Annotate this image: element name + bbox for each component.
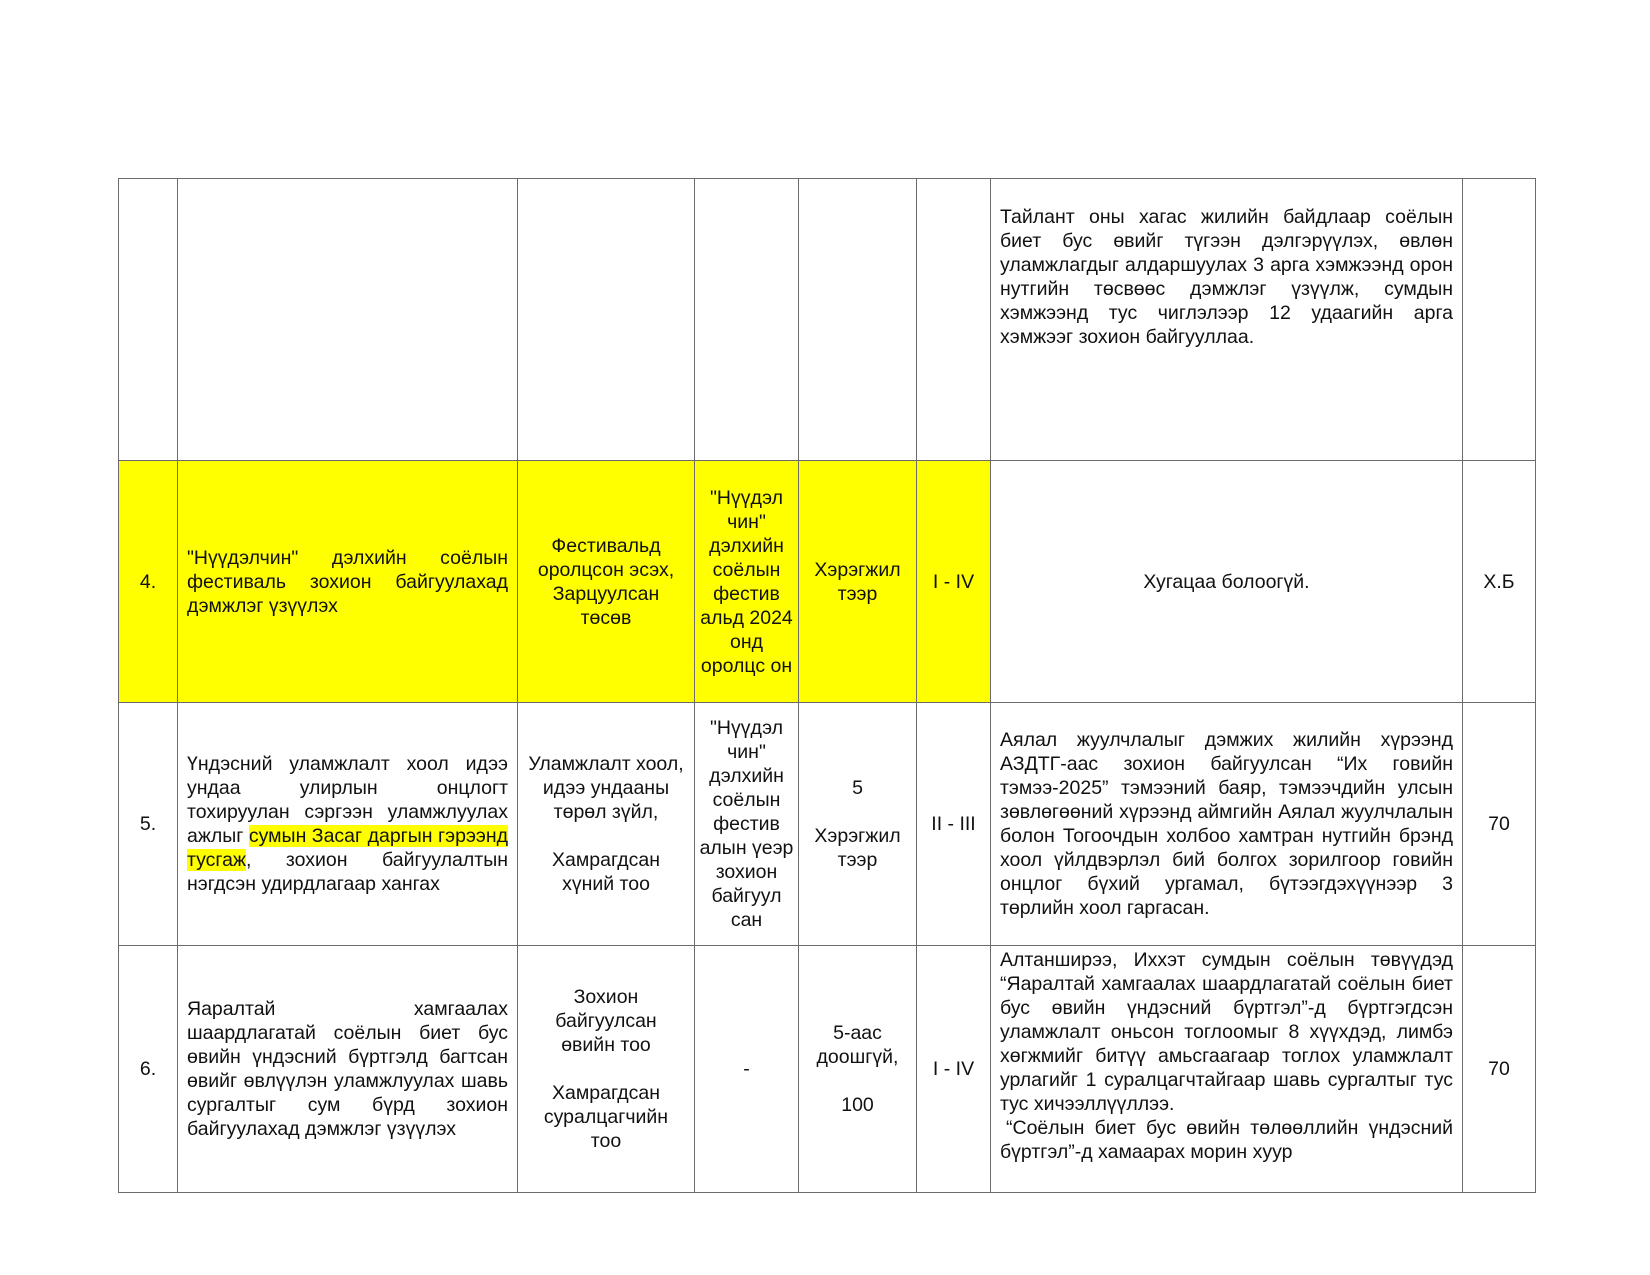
period-cell: II - III <box>917 703 991 946</box>
score-cell <box>1463 179 1536 461</box>
highlighted-text: сумын Засаг даргын гэрээнд тусгаж <box>187 825 508 871</box>
row-number: 4. <box>119 461 178 703</box>
table-row <box>119 179 1536 461</box>
activity-cell: "Нүүдэлчин" дэлхийн соёлын фестиваль зохион байгуулахад дэмжлэг үзүүлэх <box>178 461 518 703</box>
target-cell: 5-аас доошгүй, 100 <box>799 946 917 1193</box>
row-number <box>119 179 178 461</box>
target-cell: 5 Хэрэгжил тээр <box>799 703 917 946</box>
target-cell: Хэрэгжил тээр <box>799 461 917 703</box>
result-cell: Хугацаа болоогүй. <box>991 461 1463 703</box>
indicator-cell: Уламжлалт хоол, идээ ундааны төрөл зүйл, Хамрагдсан хүний тоо <box>518 703 695 946</box>
target-cell <box>799 179 917 461</box>
period-cell: I - IV <box>917 461 991 703</box>
activity-cell <box>178 179 518 461</box>
indicator-cell <box>518 179 695 461</box>
score-cell: 70 <box>1463 703 1536 946</box>
period-cell: I - IV <box>917 946 991 1193</box>
baseline-cell: "Нүүдэл чин" дэлхийн соёлын фестив альд 2024 онд оролцс он <box>695 461 799 703</box>
plan-report-table <box>118 178 1536 1193</box>
row-number: 6. <box>119 946 178 1193</box>
table-row-highlighted <box>119 461 1536 703</box>
result-text: Тайлант оны хагас жилийн байдлаар соёлын биет бус өвийг түгээн дэлгэрүүлэх, өвлөн уламжлагдыг алдаршуулах 3 арга хэмжээнд орон нутгийн төсвөөс дэмжлэг үзүүлж, сумдын хэмжээнд тус чиглэлээр 12 удаагийн арга хэмжээг зохион байгууллаа. <box>1000 206 1453 348</box>
result-paragraph: “Соёлын биет бус өвийн төлөөллийн үндэсний бүртгэл”-д хамаарах морин хуур <box>1000 1117 1453 1163</box>
result-cell: Аялал жуулчлалыг дэмжих жилийн хүрээнд АЗДТГ-аас зохион байгуулсан “Их говийн тэмээ-2025” тэмээний баяр, тэмээчдийн улсын зөвлөгөөний хүрээнд аймгийн Аялал жуулчлалын болон Тогоочдын холбоо хамтран нутгийн брэнд хоол үйлдвэрлэл бий болгох зорилгоор говийн онцлог бүхий ургамал, бүтээгдэхүүнээр 3 төрлийн хоол гаргасан. <box>991 703 1463 946</box>
score-cell: Х.Б <box>1463 461 1536 703</box>
activity-text-tail: , зохион байгуулалтын нэгдсэн удирдлагаар хангах <box>187 849 508 895</box>
activity-cell <box>178 703 518 946</box>
result-paragraph: Алтанширээ, Иххэт сумдын соёлын төвүүдэд “Яаралтай хамгаалах шаардлагатай соёлын биет бус өвийн үндэсний бүртгэл”-д бүртгэгдсэн уламжлалт оньсон тоглоомыг 8 хүүхдэд, лимбэ хөгжмийг битүү амьсгаагаар тоглох уламжлалт урлагийг 1 суралцагчтайгаар шавь сургалтыг тус тус хичээллүүллээ. <box>1000 949 1453 1115</box>
score-cell: 70 <box>1463 946 1536 1193</box>
indicator-cell: Зохион байгуулсан өвийн тоо Хамрагдсан суралцагчийн тоо <box>518 946 695 1193</box>
row-number: 5. <box>119 703 178 946</box>
table-row <box>119 946 1536 1193</box>
baseline-cell: - <box>695 946 799 1193</box>
result-cell <box>991 179 1463 461</box>
baseline-cell: "Нүүдэл чин" дэлхийн соёлын фестив алын үеэр зохион байгуул сан <box>695 703 799 946</box>
baseline-cell <box>695 179 799 461</box>
indicator-cell: Фестивальд оролцсон эсэх, Зарцуулсан төсөв <box>518 461 695 703</box>
period-cell <box>917 179 991 461</box>
activity-text: Үндэсний уламжлалт хоол идээ ундаа улирлын онцлогт тохируулан сэргээн уламжлуулах ажлыг <box>187 753 508 847</box>
activity-cell: Яаралтай хамгаалах шаардлагатай соёлын биет бус өвийн үндэсний бүртгэлд багтсан өвийг өвлүүлэн уламжлуулах шавь сургалтыг сум бүрд зохион байгуулахад дэмжлэг үзүүлэх <box>178 946 518 1193</box>
table-row <box>119 703 1536 946</box>
result-cell <box>991 946 1463 1193</box>
